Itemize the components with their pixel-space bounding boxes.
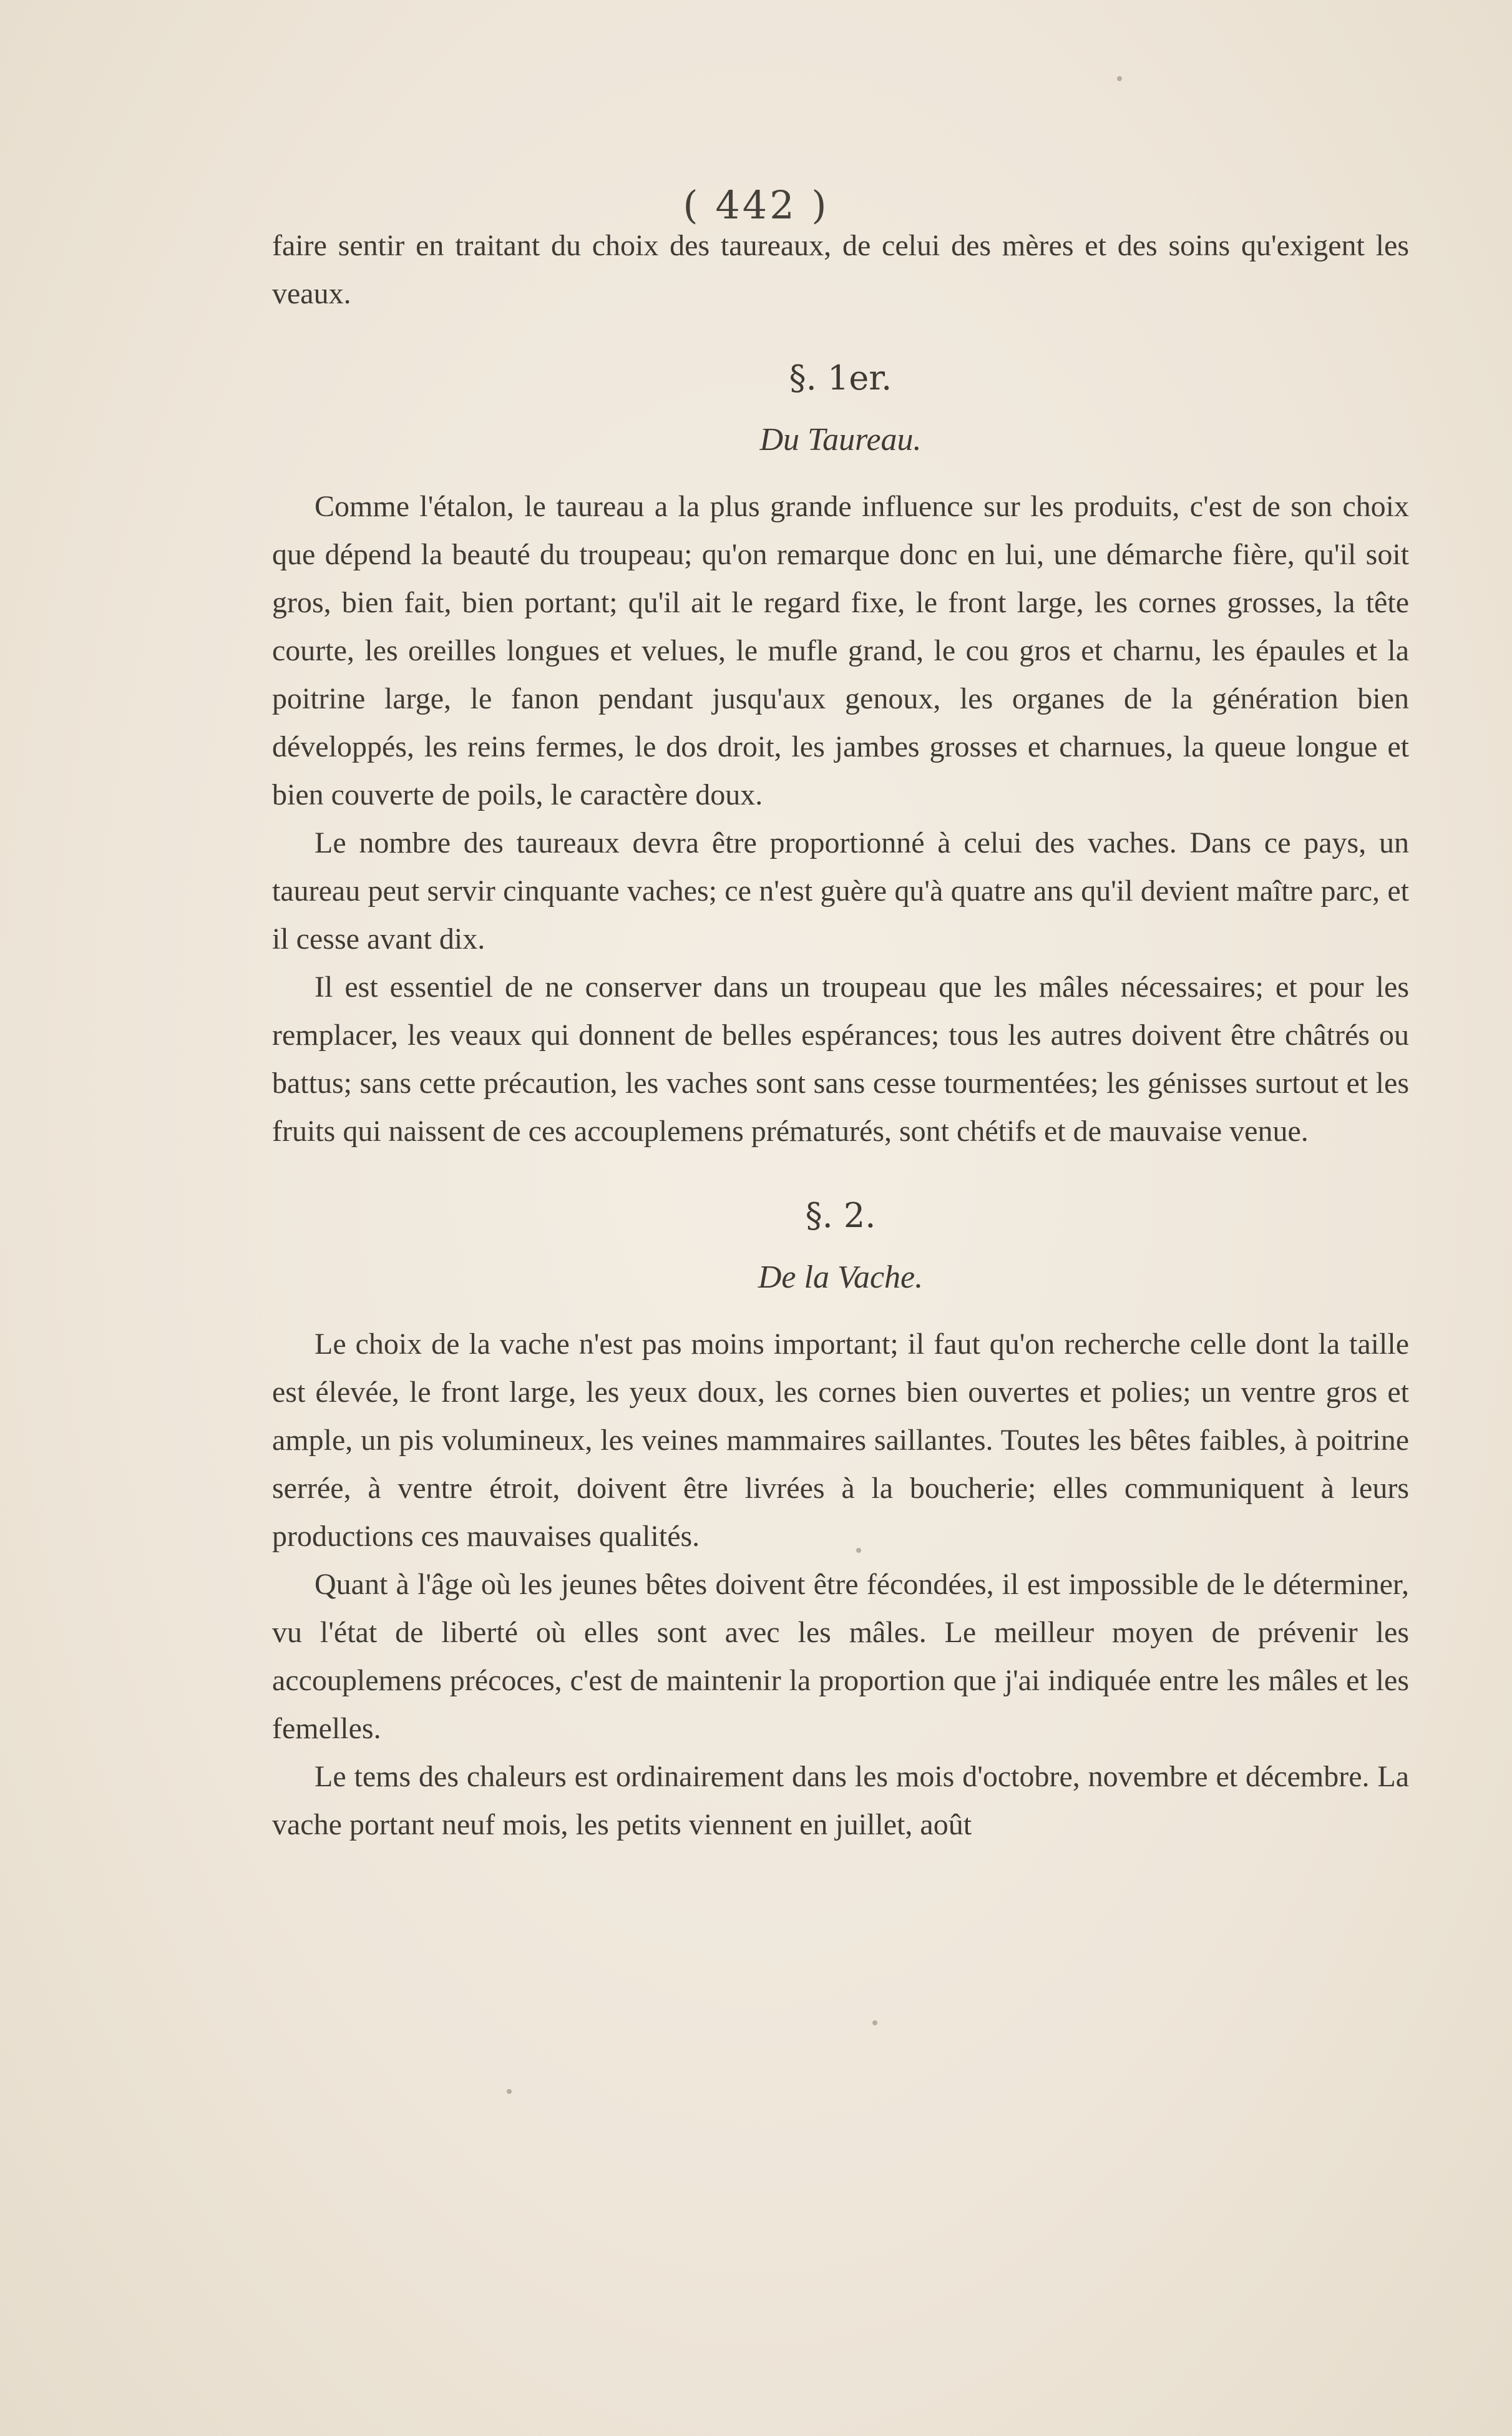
paper-speck [507, 2089, 512, 2094]
section-1-title: Du Taureau. [759, 422, 922, 457]
section-1-paragraph-1: Comme l'étalon, le taureau a la plus grande influence sur les produits, c'est de son choix que dépend la beauté du troupeau; qu'on remarque donc en lui, une démarche fière, qu'il soit gros, bien fait, bien portant; qu'il ait le regard fixe, le front large, les cornes grosses, la tête courte, les oreilles longues et velues, le mufle grand, le cou gros et charnu, les épaules et la poitrine large, le fanon pendant jusqu'aux genoux, les organes de la génération bien développés, les reins fermes, le dos droit, les jambes grosses et charnues, la queue longue et bien couverte de poils, le caractère doux. [272, 490, 1409, 811]
page-text [272, 222, 1409, 1849]
section-1-mark-text: §. 1er. [789, 358, 892, 398]
section-2-mark: §. 2. [805, 1196, 876, 1235]
section-1-mark [272, 354, 1409, 402]
paper-speck [856, 1548, 861, 1553]
intro-paragraph: faire sentir en traitant du choix des taureaux, de celui des mères et des soins qu'exigent les veaux. [272, 229, 1409, 310]
paper-speck [872, 2020, 877, 2025]
section-2-paragraph-1: Le choix de la vache n'est pas moins important; il faut qu'on recherche celle dont la taille est élevée, le front large, les yeux doux, les cornes bien ouvertes et polies; un ventre gros et ample, un pis volumineux, les veines mammaires saillantes. Toutes les bêtes faibles, à poitrine serrée, à ventre étroit, doivent être livrées à la boucherie; elles communiquent à leurs productions ces mauvaises qualités. [272, 1328, 1409, 1553]
section-1-paragraph-2: Le nombre des taureaux devra être proportionné à celui des vaches. Dans ce pays, un taureau peut servir cinquante vaches; ce n'est guère qu'à quatre ans qu'il devient maître parc, et il cesse avant dix. [272, 826, 1409, 956]
paper-speck [1117, 76, 1122, 81]
section-1-paragraph-3: Il est essentiel de ne conserver dans un troupeau que les mâles nécessaires; et pour les remplacer, les veaux qui donnent de belles espérances; tous les autres doivent être châtrés ou battus; sans cette précaution, les vaches sont sans cesse tourmentées; les génisses surtout et les fruits qui naissent de ces accouplemens prématurés, sont chétifs et de mauvaise venue. [272, 971, 1409, 1148]
section-2-paragraph-3: Le tems des chaleurs est ordinairement dans les mois d'octobre, novembre et décembre. La vache portant neuf mois, les petits viennent en juillet, août [272, 1760, 1409, 1841]
section-2-title: De la Vache. [758, 1260, 924, 1295]
page-number: ( 442 ) [683, 182, 829, 228]
section-2-paragraph-2: Quant à l'âge où les jeunes bêtes doivent être fécondées, il est impossible de le déterminer, vu l'état de liberté où elles sont avec les mâles. Le meilleur moyen de prévenir les accouplemens précoces, c'est de maintenir la proportion que j'ai indiquée entre les mâles et les femelles. [272, 1568, 1409, 1745]
